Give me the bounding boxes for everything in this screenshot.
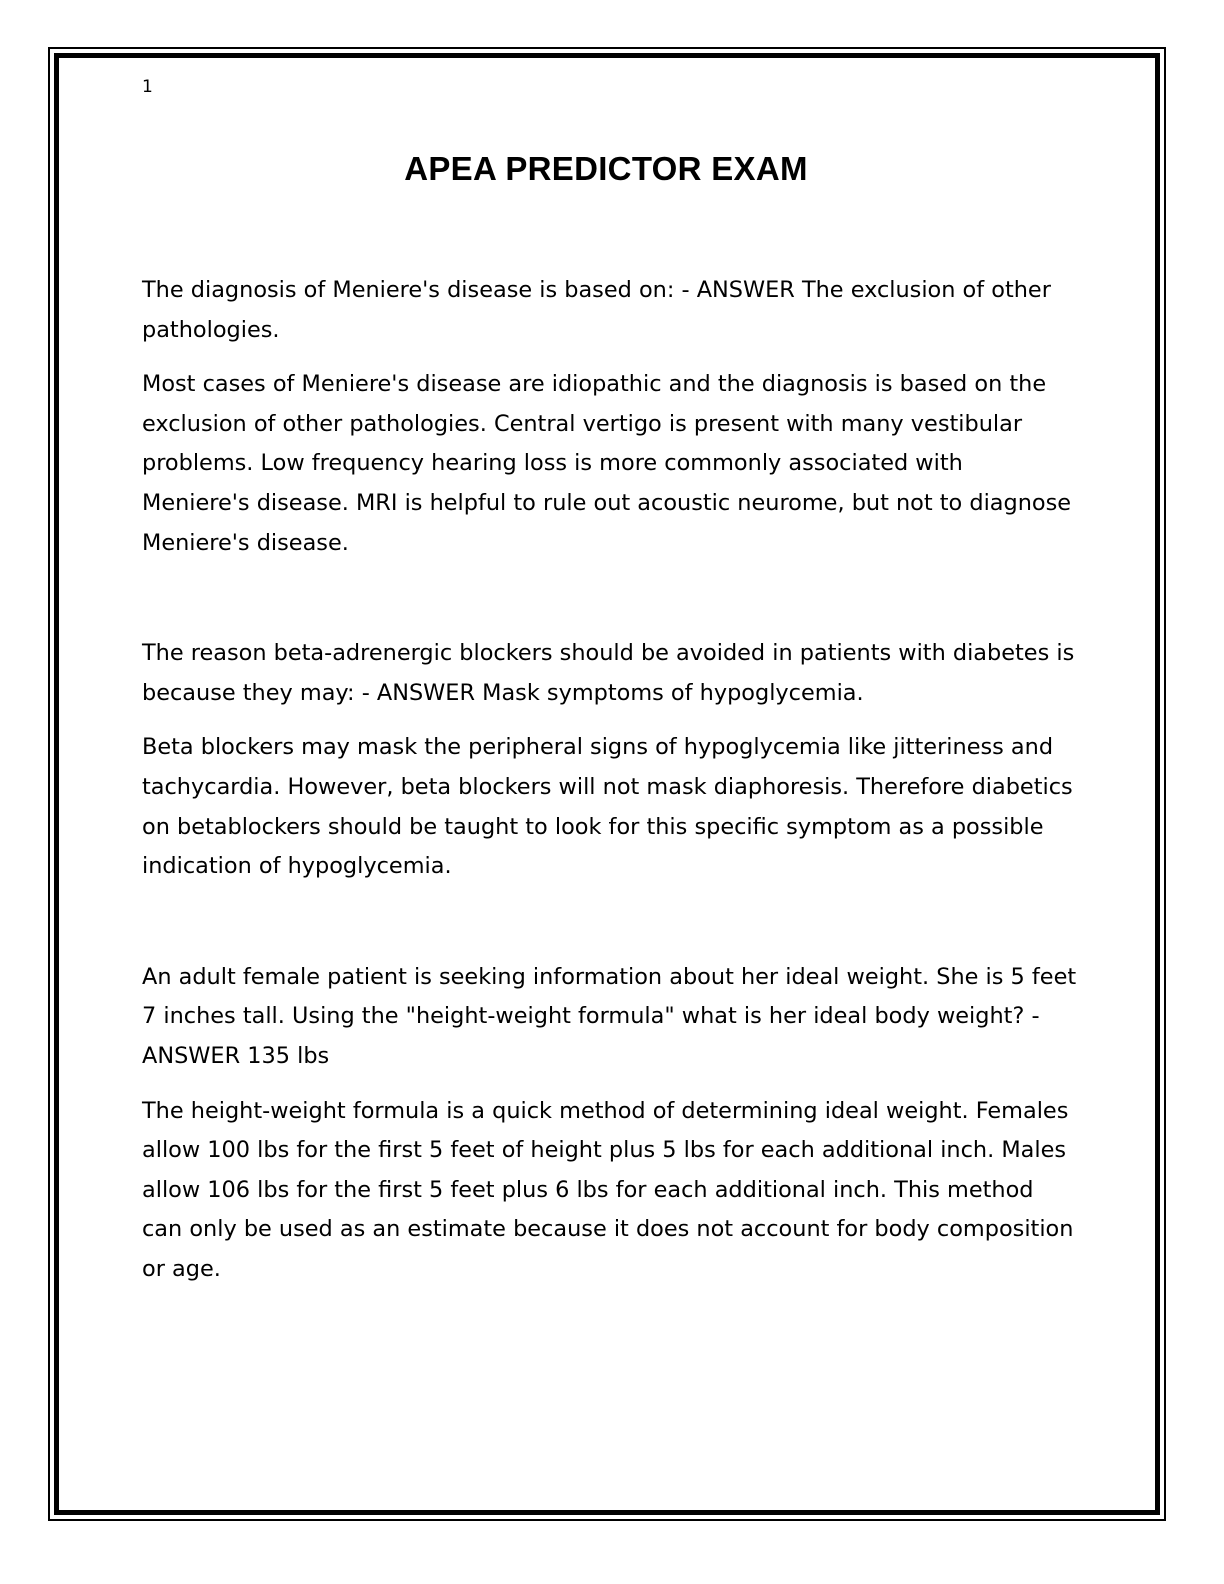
qa-item-menieres: [142, 271, 1077, 563]
question-text: The diagnosis of Meniere's disease is based on: - ANSWER The exclusion of other pathologies.: [142, 277, 1051, 343]
explanation-text: Most cases of Meniere's disease are idiopathic and the diagnosis is based on the exclusion of other pathologies. Central vertigo is present with many vestibular problems. Low frequency hearing loss is more commonly associated with Meniere's disease. MRI is helpful to rule out acoustic neurome, but not to diagnose Meniere's disease.: [142, 371, 1072, 556]
question-text: An adult female patient is seeking information about her ideal weight. She is 5 feet 7 inches tall. Using the "height-weight formula" what is her ideal body weight? - ANSWER 135 lbs: [142, 963, 1077, 1069]
question-text: The reason beta-adrenergic blockers should be avoided in patients with diabetes is because they may: - ANSWER Mask symptoms of hypoglycemia.: [142, 640, 1075, 706]
section-gap: [142, 887, 1077, 958]
page-title: APEA PREDICTOR EXAM: [404, 150, 808, 187]
qa-item-beta-blockers: [142, 634, 1077, 887]
section-gap: [142, 563, 1077, 634]
document-body: [142, 271, 1077, 1289]
page-number: 1: [142, 77, 153, 97]
explanation-text: Beta blockers may mask the peripheral signs of hypoglycemia like jitteriness and tachycardia. However, beta blockers will not mask diaphoresis. Therefore diabetics on betablockers should be taught to look for this specific symptom as a possible indication of hypoglycemia.: [142, 734, 1073, 880]
explanation-text: The height-weight formula is a quick method of determining ideal weight. Females allow 100 lbs for the first 5 feet of height plus 5 lbs for each additional inch. Males allow 106 lbs for the first 5 feet plus 6 lbs for each additional inch. This method can only be used as an estimate because it does not account for body composition or age.: [142, 1097, 1074, 1282]
qa-item-ideal-weight: [142, 958, 1077, 1290]
